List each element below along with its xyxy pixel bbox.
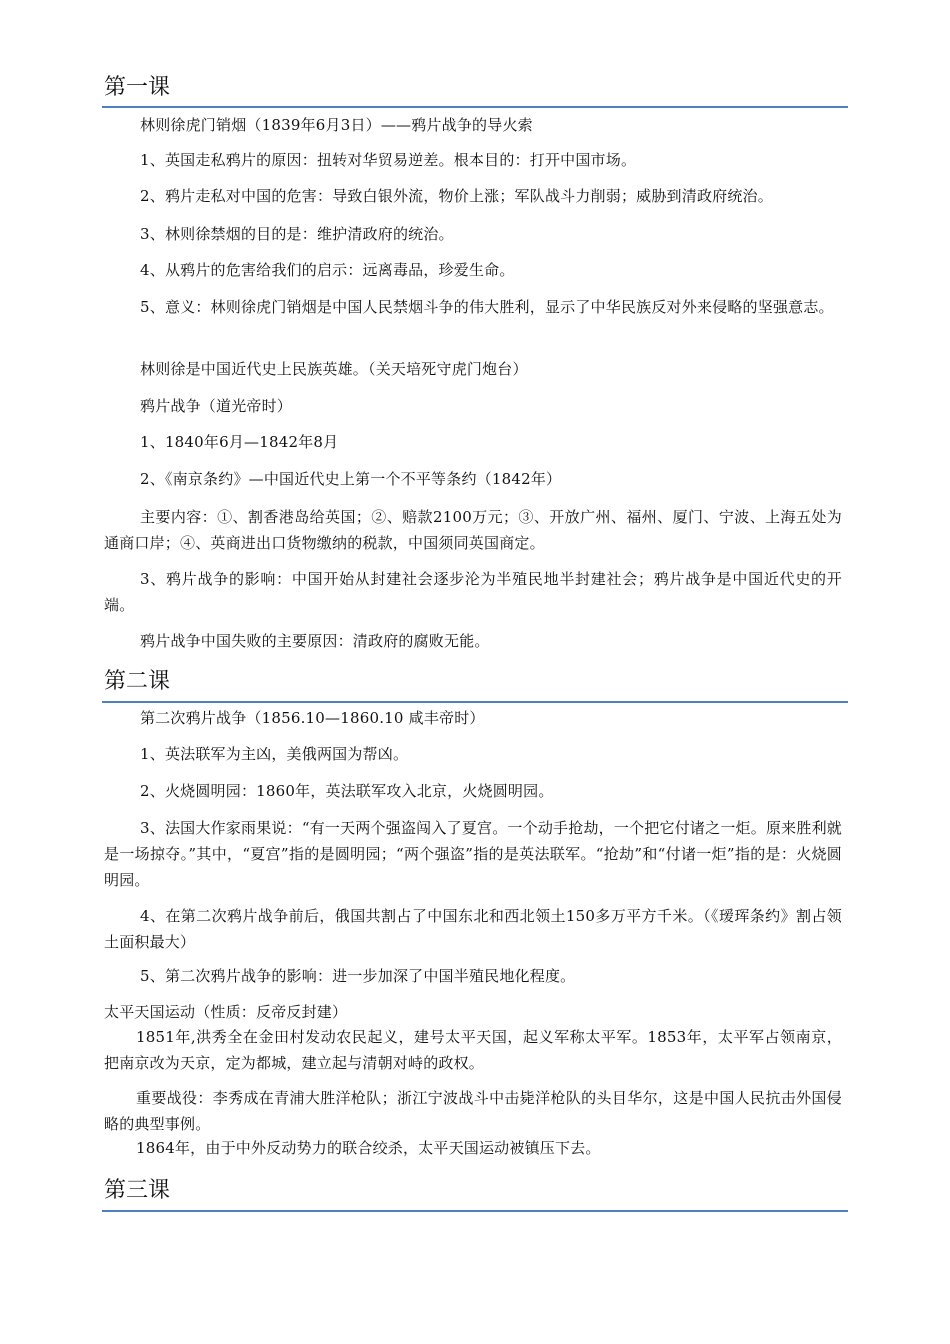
paragraph: 重要战役：李秀成在青浦大胜洋枪队；浙江宁波战斗中击毙洋枪队的头目华尔，这是中国人民抗击外国侵略的典型事例。	[104, 1089, 842, 1133]
paragraph: 1、1840年6月—1842年8月	[140, 433, 339, 451]
paragraph: 3、林则徐禁烟的目的是：维护清政府的统治。	[140, 225, 454, 243]
lesson-1-heading: 第一课	[104, 75, 171, 100]
paragraph: 鸦片战争中国失败的主要原因：清政府的腐败无能。	[140, 632, 490, 650]
paragraph: 3、法国大作家雨果说：“有一天两个强盗闯入了夏宫。一个动手抢劫，一个把它付诸之一炬。原来胜利就是一场掠夺。”其中，“夏宫”指的是圆明园；“两个强盗”指的是英法联军。“抢劫”和“付诸一炬”指的是：火烧圆明园。	[104, 819, 842, 889]
paragraph: 第二次鸦片战争（1856.10—1860.10 咸丰帝时）	[140, 709, 485, 727]
paragraph: 5、意义：林则徐虎门销烟是中国人民禁烟斗争的伟大胜利，显示了中华民族反对外来侵略的坚强意志。	[140, 298, 834, 316]
paragraph: 1851年,洪秀全在金田村发动农民起义，建号太平天国，起义军称太平军。1853年，太平军占领南京，把南京改为天京，定为都城，建立起与清朝对峙的政权。	[104, 1028, 842, 1072]
paragraph: 5、第二次鸦片战争的影响：进一步加深了中国半殖民地化程度。	[140, 967, 576, 985]
paragraph: 4、在第二次鸦片战争前后，俄国共割占了中国东北和西北领土150多万平方千米。（《瑷珲条约》割占领土面积最大）	[104, 907, 842, 951]
paragraph: 2、鸦片走私对中国的危害：导致白银外流，物价上涨；军队战斗力削弱；威胁到清政府统治。	[140, 187, 773, 205]
paragraph: 鸦片战争（道光帝时）	[140, 397, 293, 415]
paragraph: 林则徐虎门销烟（1839年6月3日）——鸦片战争的导火索	[140, 116, 533, 134]
paragraph: 4、从鸦片的危害给我们的启示：远离毒品，珍爱生命。	[140, 261, 515, 279]
paragraph: 2、火烧圆明园：1860年，英法联军攻入北京，火烧圆明园。	[140, 782, 554, 800]
heading-underline	[102, 106, 848, 108]
paragraph: 林则徐是中国近代史上民族英雄。（关天培死守虎门炮台）	[140, 360, 528, 378]
paragraph: 主要内容：①、割香港岛给英国；②、赔款2100万元；③、开放广州、福州、厦门、宁波、上海五处为通商口岸；④、英商进出口货物缴纳的税款，中国须同英国商定。	[104, 508, 842, 552]
paragraph: 太平天国运动（性质：反帝反封建）	[104, 1003, 348, 1021]
heading-underline	[102, 701, 848, 703]
heading-underline	[102, 1210, 848, 1212]
paragraph: 1、英法联军为主凶，美俄两国为帮凶。	[140, 745, 409, 763]
paragraph: 1、英国走私鸦片的原因：扭转对华贸易逆差。根本目的：打开中国市场。	[140, 151, 637, 169]
paragraph: 2、《南京条约》—中国近代史上第一个不平等条约（1842年）	[140, 470, 562, 488]
paragraph: 3、鸦片战争的影响：中国开始从封建社会逐步沦为半殖民地半封建社会；鸦片战争是中国近代史的开端。	[104, 570, 842, 614]
lesson-2-heading: 第二课	[104, 669, 171, 694]
paragraph: 1864年，由于中外反动势力的联合绞杀，太平天国运动被镇压下去。	[136, 1139, 601, 1157]
lesson-3-heading: 第三课	[104, 1178, 171, 1203]
